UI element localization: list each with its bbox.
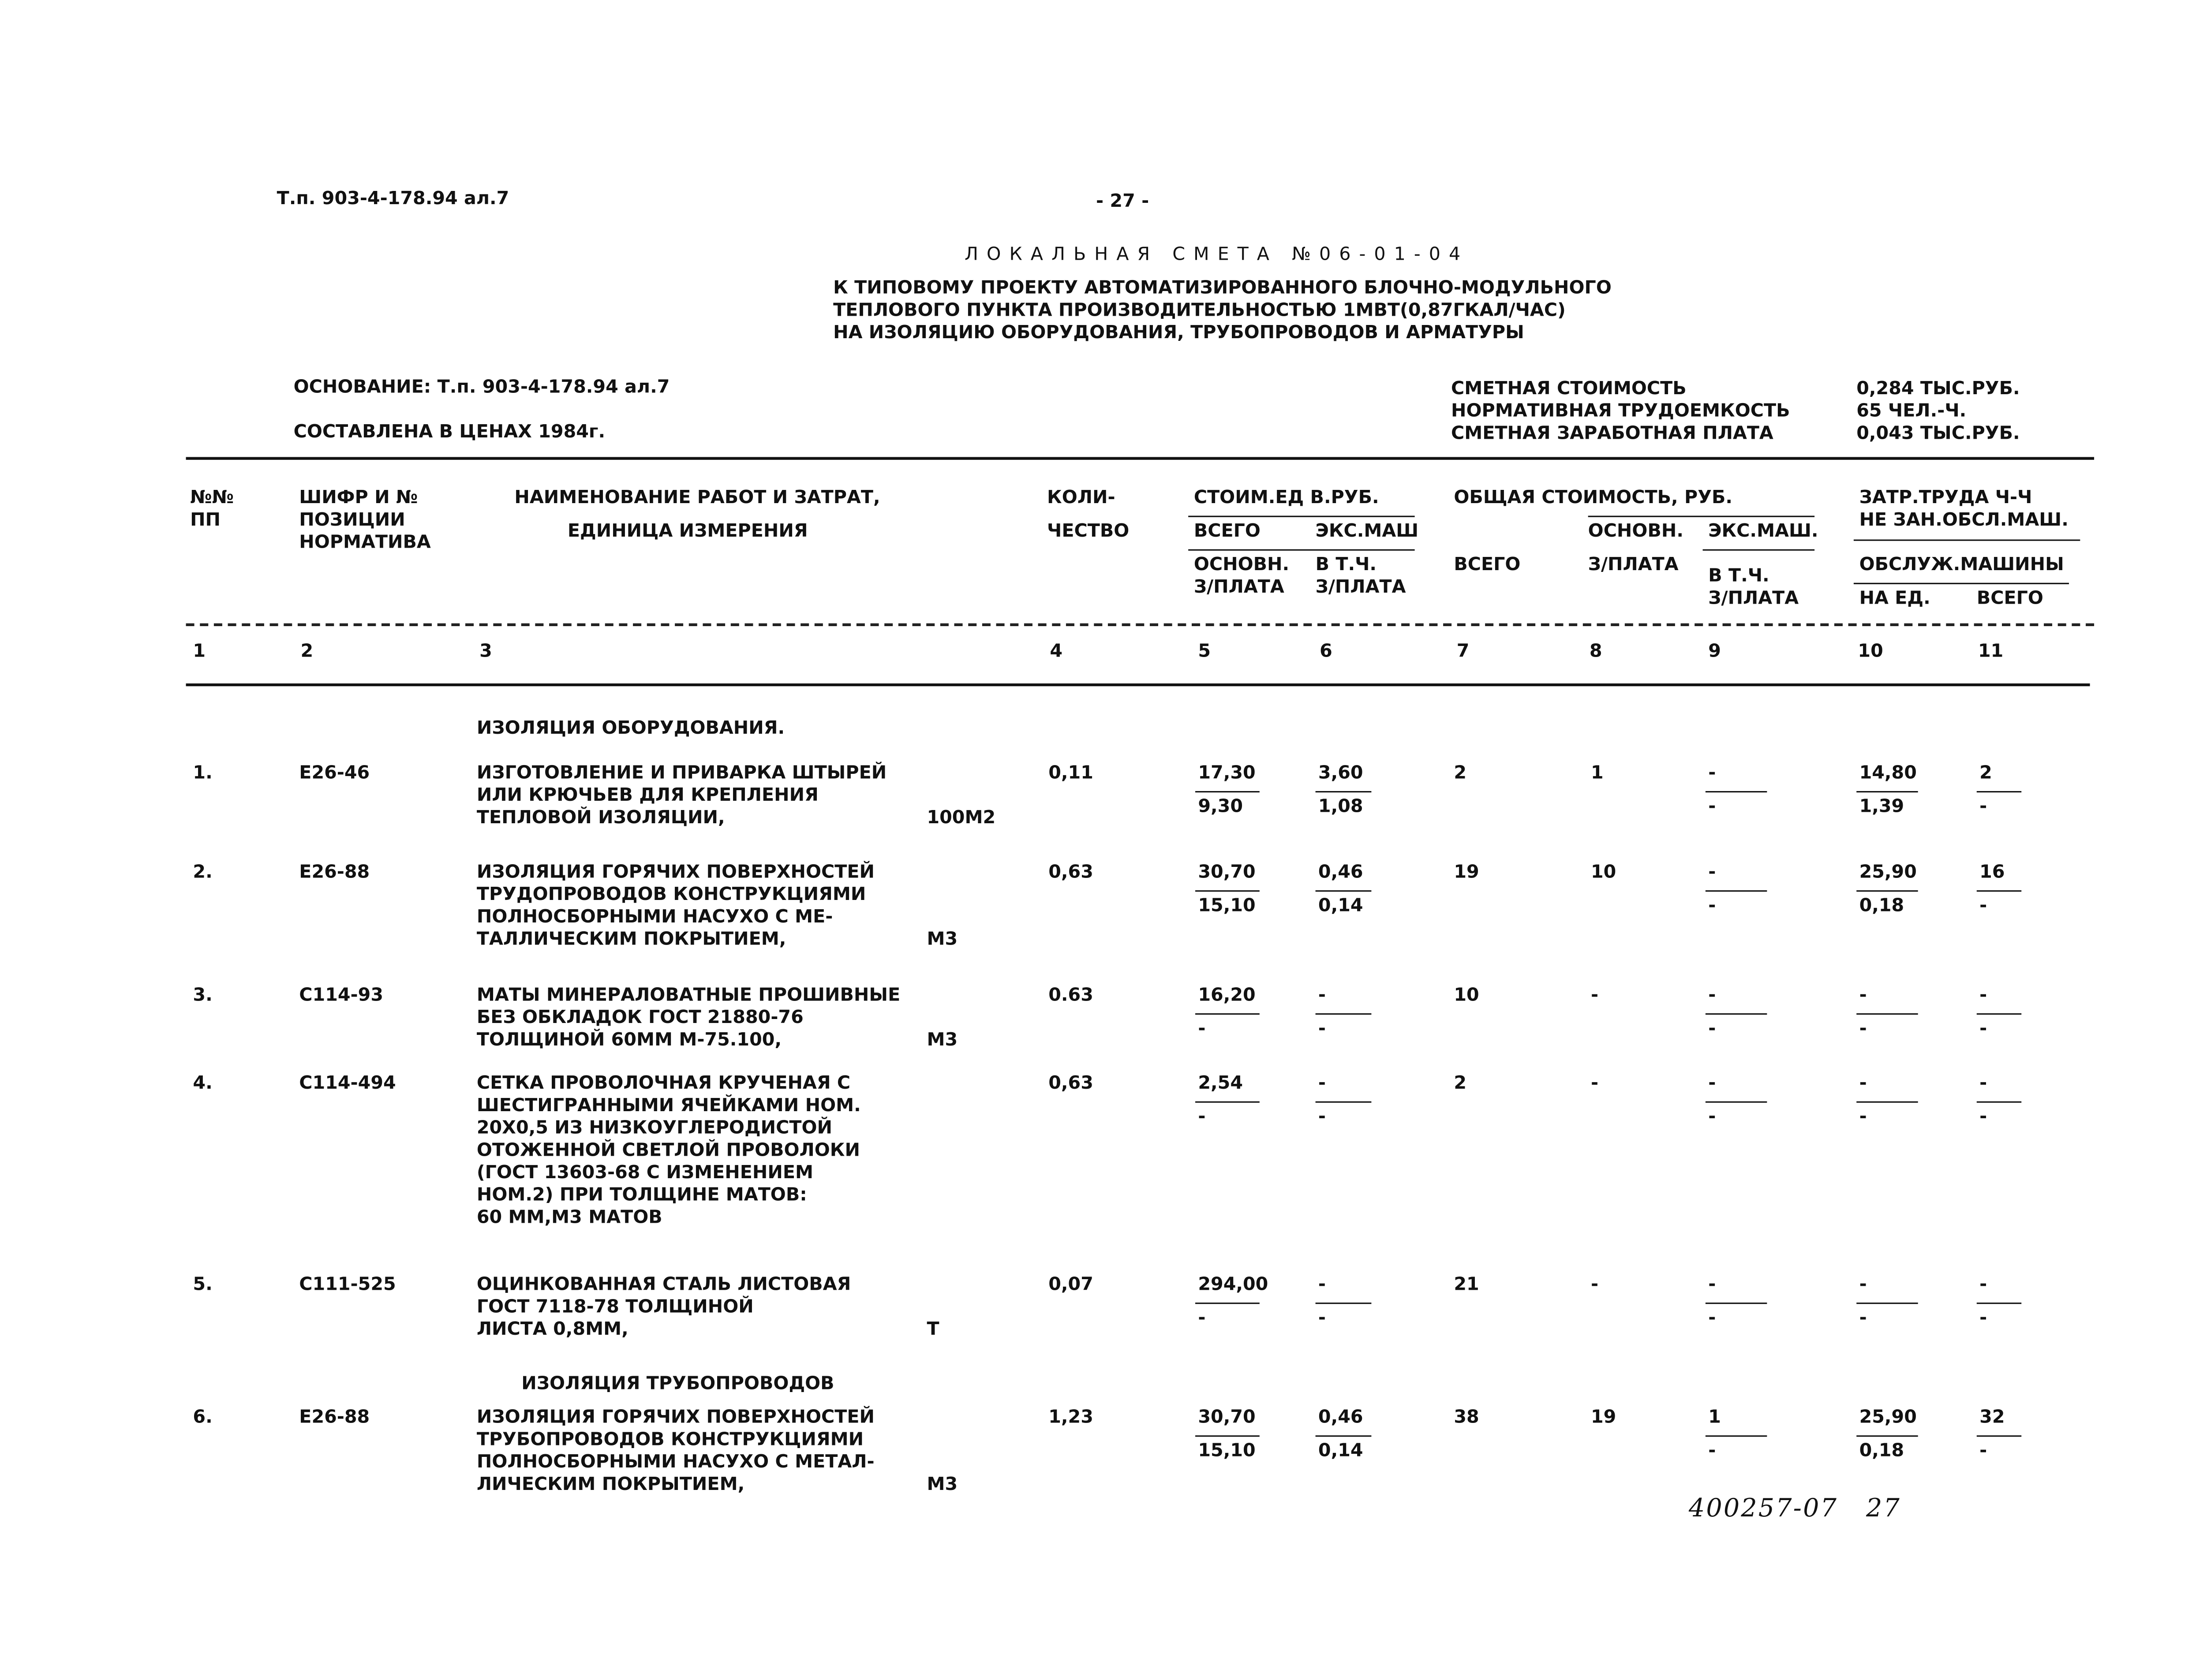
col-number: 8	[1589, 641, 1602, 663]
header-code: ШИФР И № ПОЗИЦИИ НОРМАТИВА	[299, 488, 431, 554]
unit-cost-total: 30,70	[1198, 1407, 1256, 1429]
col-number: 2	[300, 641, 314, 663]
norm-code: Е26-88	[299, 862, 370, 884]
title-line-2: К ТИПОВОМУ ПРОЕКТУ АВТОМАТИЗИРОВАННОГО БЛОЧНО-МОДУЛЬНОГО	[833, 278, 1612, 299]
unit-of-measure: М3	[927, 1474, 958, 1496]
summary-wage-label: СМЕТНАЯ ЗАРАБОТНАЯ ПЛАТА	[1451, 423, 1773, 444]
labor-per-unit: -	[1859, 1274, 1867, 1296]
row-number: 6.	[193, 1407, 213, 1429]
norm-code: Е26-88	[299, 1407, 370, 1429]
labor-total: 16	[1979, 862, 2005, 884]
fraction-rule	[1977, 1101, 2021, 1103]
overall-machine-wage: -	[1708, 1019, 1716, 1040]
prices-label: СОСТАВЛЕНА В ЦЕНАХ 1984г.	[293, 422, 606, 443]
header-unit-exs: ЭКС.МАШ	[1315, 521, 1419, 542]
quantity: 0,07	[1048, 1274, 1093, 1296]
quantity: 0.63	[1048, 985, 1093, 1007]
unit-cost-machines: 0,46	[1318, 862, 1363, 884]
summary-cost-label: СМЕТНАЯ СТОИМОСТЬ	[1451, 378, 1687, 400]
overall-wage: -	[1591, 1274, 1599, 1296]
header-overall-exs: ЭКС.МАШ.	[1708, 521, 1818, 542]
unit-of-measure: Т	[927, 1319, 939, 1340]
quantity: 0,63	[1048, 862, 1093, 884]
work-description: МАТЫ МИНЕРАЛОВАТНЫЕ ПРОШИВНЫЕ БЕЗ ОБКЛАДОК ГОСТ 21880-76 ТОЛЩИНОЙ 60ММ М-75.100,	[476, 985, 901, 1051]
unit-cost-total: 16,20	[1198, 985, 1256, 1007]
overall-machines: -	[1708, 763, 1716, 784]
labor-total: -	[1979, 1073, 1987, 1094]
work-description: ИЗГОТОВЛЕНИЕ И ПРИВАРКА ШТЫРЕЙ ИЛИ КРЮЧЬЕВ ДЛЯ КРЕПЛЕНИЯ ТЕПЛОВОЙ ИЗОЛЯЦИИ,	[476, 763, 887, 829]
header-bottom-rule	[186, 623, 2095, 626]
table-top-rule	[186, 457, 2095, 459]
header-overall-total: ВСЕГО	[1454, 555, 1521, 576]
col-number: 7	[1456, 641, 1470, 663]
overall-machines: 1	[1708, 1407, 1721, 1429]
labor-per-unit-service: -	[1859, 1308, 1867, 1329]
labor-total: 2	[1979, 763, 1992, 784]
col-number-rule	[186, 683, 2090, 686]
header-overall: ОБЩАЯ СТОИМОСТЬ, РУБ.	[1454, 488, 1733, 509]
fraction-rule	[1856, 1013, 1918, 1015]
overall-total: 2	[1454, 763, 1467, 784]
unit-cost-machine-wage: 1,08	[1318, 796, 1363, 818]
unit-cost-machine-wage: 0,14	[1318, 896, 1363, 917]
labor-total: -	[1979, 1274, 1987, 1296]
labor-total: 32	[1979, 1407, 2005, 1429]
unit-cost-wage: 15,10	[1198, 1441, 1256, 1462]
fraction-rule	[1195, 1303, 1260, 1304]
labor-total-service: -	[1979, 896, 1987, 917]
row-number: 4.	[193, 1073, 213, 1094]
unit-cost-machine-wage: -	[1318, 1308, 1326, 1329]
fraction-rule	[1706, 1101, 1767, 1103]
overall-machine-wage: -	[1708, 1308, 1716, 1329]
fraction-rule	[1706, 1435, 1767, 1437]
fraction-rule	[1977, 1013, 2021, 1015]
title-line-4: НА ИЗОЛЯЦИЮ ОБОРУДОВАНИЯ, ТРУБОПРОВОДОВ И АРМАТУРЫ	[833, 323, 1524, 344]
overall-machine-wage: -	[1708, 1441, 1716, 1462]
fraction-rule	[1195, 890, 1260, 892]
title-line-3: ТЕПЛОВОГО ПУНКТА ПРОИЗВОДИТЕЛЬНОСТЬЮ 1МВТ(0,87ГКАЛ/ЧАС)	[833, 300, 1566, 322]
labor-per-unit-service: 0,18	[1859, 896, 1904, 917]
fraction-rule	[1195, 1435, 1260, 1437]
overall-total: 10	[1454, 985, 1479, 1007]
overall-machines: -	[1708, 862, 1716, 884]
row-number: 3.	[193, 985, 213, 1007]
fraction-rule	[1706, 1013, 1767, 1015]
header-unit-cost: СТОИМ.ЕД В.РУБ.	[1193, 488, 1379, 509]
work-description: ИЗОЛЯЦИЯ ГОРЯЧИХ ПОВЕРХНОСТЕЙ ТРУБОПРОВОДОВ КОНСТРУКЦИЯМИ ПОЛНОСБОРНЫМИ НАСУХО С МЕТАЛ- ЛИЧЕСКИМ ПОКРЫТИЕМ,	[476, 1407, 875, 1496]
overall-machines: -	[1708, 1073, 1716, 1094]
row-number: 2.	[193, 862, 213, 884]
summary-labor-label: НОРМАТИВНАЯ ТРУДОЕМКОСТЬ	[1451, 401, 1790, 422]
labor-per-unit-service: 1,39	[1859, 796, 1904, 818]
fraction-rule	[1977, 1303, 2021, 1304]
overall-wage: -	[1591, 985, 1599, 1007]
overall-total: 38	[1454, 1407, 1479, 1429]
header-unit-vtch: В Т.Ч. З/ПЛАТА	[1315, 555, 1406, 598]
basis-label: ОСНОВАНИЕ: Т.п. 903-4-178.94 ал.7	[293, 377, 670, 399]
labor-per-unit: 25,90	[1859, 1407, 1917, 1429]
overall-total: 19	[1454, 862, 1479, 884]
unit-of-measure: 100М2	[927, 808, 996, 829]
fraction-rule	[1706, 791, 1767, 792]
labor-per-unit: -	[1859, 1073, 1867, 1094]
col-number: 1	[193, 641, 206, 663]
fraction-rule	[1316, 890, 1372, 892]
labor-per-unit: -	[1859, 985, 1867, 1007]
fraction-rule	[1316, 791, 1372, 792]
unit-cost-machine-wage: -	[1318, 1107, 1326, 1128]
unit-cost-machines: 3,60	[1318, 763, 1363, 784]
labor-total-service: -	[1979, 1308, 1987, 1329]
unit-cost-total: 294,00	[1198, 1274, 1268, 1296]
row-number: 1.	[193, 763, 213, 784]
overall-machine-wage: -	[1708, 1107, 1716, 1128]
col-number: 3	[479, 641, 492, 663]
overall-machine-wage: -	[1708, 896, 1716, 917]
header-overall-zp: З/ПЛАТА	[1588, 555, 1679, 576]
summary-labor-value: 65 ЧЕЛ.-Ч.	[1856, 401, 1967, 422]
fraction-rule	[1195, 791, 1260, 792]
fraction-rule	[1316, 1013, 1372, 1015]
unit-cost-wage: -	[1198, 1107, 1206, 1128]
overall-machine-wage: -	[1708, 796, 1716, 818]
header-unit-total: ВСЕГО	[1193, 521, 1261, 542]
header-per-unit: НА ЕД.	[1859, 588, 1930, 609]
summary-wage-value: 0,043 ТЫС.РУБ.	[1856, 423, 2020, 444]
row-number: 5.	[193, 1274, 213, 1296]
quantity: 0,63	[1048, 1073, 1093, 1094]
fraction-rule	[1195, 1013, 1260, 1015]
fraction-rule	[1977, 1435, 2021, 1437]
labor-total-service: -	[1979, 1019, 1987, 1040]
page-number: - 27 -	[1096, 191, 1149, 213]
unit-cost-total: 2,54	[1198, 1073, 1243, 1094]
work-description: ОЦИНКОВАННАЯ СТАЛЬ ЛИСТОВАЯ ГОСТ 7118-78 ТОЛЩИНОЙ ЛИСТА 0,8ММ,	[476, 1274, 851, 1340]
document-title: ЛОКАЛЬНАЯ СМЕТА №06-01-04	[965, 244, 1469, 266]
labor-per-unit-service: -	[1859, 1019, 1867, 1040]
col-number: 10	[1858, 641, 1883, 663]
fraction-rule	[1856, 1435, 1918, 1437]
overall-machines: -	[1708, 1274, 1716, 1296]
overall-total: 2	[1454, 1073, 1467, 1094]
header-unit-osn: ОСНОВН. З/ПЛАТА	[1193, 555, 1290, 598]
fraction-rule	[1316, 1101, 1372, 1103]
col-number: 6	[1320, 641, 1332, 663]
doc-reference: Т.п. 903-4-178.94 ал.7	[277, 188, 509, 210]
unit-cost-machines: 0,46	[1318, 1407, 1363, 1429]
col-number: 11	[1978, 641, 2004, 663]
col-number: 4	[1050, 641, 1063, 663]
norm-code: С114-494	[299, 1073, 396, 1094]
fraction-rule	[1977, 890, 2021, 892]
unit-cost-machine-wage: 0,14	[1318, 1441, 1363, 1462]
header-qty-1: КОЛИ-	[1047, 488, 1115, 509]
fraction-rule	[1856, 890, 1918, 892]
unit-cost-total: 17,30	[1198, 763, 1256, 784]
col-number: 5	[1198, 641, 1211, 663]
unit-of-measure: М3	[927, 1030, 958, 1051]
labor-total: -	[1979, 985, 1987, 1007]
header-num: №№ ПП	[190, 488, 234, 531]
unit-of-measure: М3	[927, 929, 958, 951]
header-labor: ЗАТР.ТРУДА Ч-Ч НЕ ЗАН.ОБСЛ.МАШ.	[1859, 488, 2069, 531]
fraction-rule	[1856, 1303, 1918, 1304]
overall-wage: -	[1591, 1073, 1599, 1094]
labor-per-unit-service: -	[1859, 1107, 1867, 1128]
unit-cost-wage: 15,10	[1198, 896, 1256, 917]
unit-cost-wage: 9,30	[1198, 796, 1243, 818]
work-description: СЕТКА ПРОВОЛОЧНАЯ КРУЧЕНАЯ С ШЕСТИГРАННЫМИ ЯЧЕЙКАМИ НОМ. 20Х0,5 ИЗ НИЗКОУГЛЕРОДИСТОЙ ОТОЖЕННОЙ СВЕТЛОЙ ПРОВОЛОКИ (ГОСТ 13603-68 С ИЗМЕНЕНИЕМ НОМ.2) ПРИ ТОЛЩИНЕ МАТОВ: 60 ММ,М3 МАТОВ	[476, 1073, 861, 1229]
header-name: НАИМЕНОВАНИЕ РАБОТ И ЗАТРАТ,	[514, 488, 880, 509]
unit-cost-total: 30,70	[1198, 862, 1256, 884]
fraction-rule	[1977, 791, 2021, 792]
labor-per-unit: 25,90	[1859, 862, 1917, 884]
fraction-rule	[1856, 791, 1918, 792]
overall-wage: 1	[1591, 763, 1604, 784]
fraction-rule	[1706, 890, 1767, 892]
fraction-rule	[1706, 1303, 1767, 1304]
fraction-rule	[1316, 1435, 1372, 1437]
header-qty-2: ЧЕСТВО	[1047, 521, 1130, 542]
header-service: ОБСЛУЖ.МАШИНЫ	[1859, 555, 2064, 576]
col-number: 9	[1708, 641, 1721, 663]
overall-wage: 19	[1591, 1407, 1616, 1429]
work-description: ИЗОЛЯЦИЯ ГОРЯЧИХ ПОВЕРХНОСТЕЙ ТРУДОПРОВОДОВ КОНСТРУКЦИЯМИ ПОЛНОСБОРНЫМИ НАСУХО С МЕ- ТАЛЛИЧЕСКИМ ПОКРЫТИЕМ,	[476, 862, 875, 951]
overall-total: 21	[1454, 1274, 1479, 1296]
handwritten-annotation: 400257-07 27	[1688, 1494, 1901, 1523]
section-pipe-insulation: ИЗОЛЯЦИЯ ТРУБОПРОВОДОВ	[521, 1374, 834, 1395]
norm-code: Е26-46	[299, 763, 370, 784]
quantity: 1,23	[1048, 1407, 1093, 1429]
header-labor-total: ВСЕГО	[1976, 588, 2043, 609]
labor-per-unit: 14,80	[1859, 763, 1917, 784]
unit-cost-machines: -	[1318, 1073, 1326, 1094]
labor-total-service: -	[1979, 796, 1987, 818]
fraction-rule	[1856, 1101, 1918, 1103]
unit-cost-machine-wage: -	[1318, 1019, 1326, 1040]
summary-cost-value: 0,284 ТЫС.РУБ.	[1856, 378, 2020, 400]
unit-cost-machines: -	[1318, 1274, 1326, 1296]
unit-cost-wage: -	[1198, 1019, 1206, 1040]
fraction-rule	[1195, 1101, 1260, 1103]
unit-cost-machines: -	[1318, 985, 1326, 1007]
fraction-rule	[1316, 1303, 1372, 1304]
section-equipment-insulation: ИЗОЛЯЦИЯ ОБОРУДОВАНИЯ.	[476, 718, 785, 739]
norm-code: С111-525	[299, 1274, 396, 1296]
header-overall-vtch: В Т.Ч. З/ПЛАТА	[1708, 566, 1799, 609]
labor-total-service: -	[1979, 1107, 1987, 1128]
overall-machines: -	[1708, 985, 1716, 1007]
quantity: 0,11	[1048, 763, 1093, 784]
norm-code: С114-93	[299, 985, 384, 1007]
unit-cost-wage: -	[1198, 1308, 1206, 1329]
header-overall-osn: ОСНОВН.	[1588, 521, 1683, 542]
header-unit: ЕДИНИЦА ИЗМЕРЕНИЯ	[567, 521, 808, 542]
labor-total-service: -	[1979, 1441, 1987, 1462]
overall-wage: 10	[1591, 862, 1616, 884]
labor-per-unit-service: 0,18	[1859, 1441, 1904, 1462]
